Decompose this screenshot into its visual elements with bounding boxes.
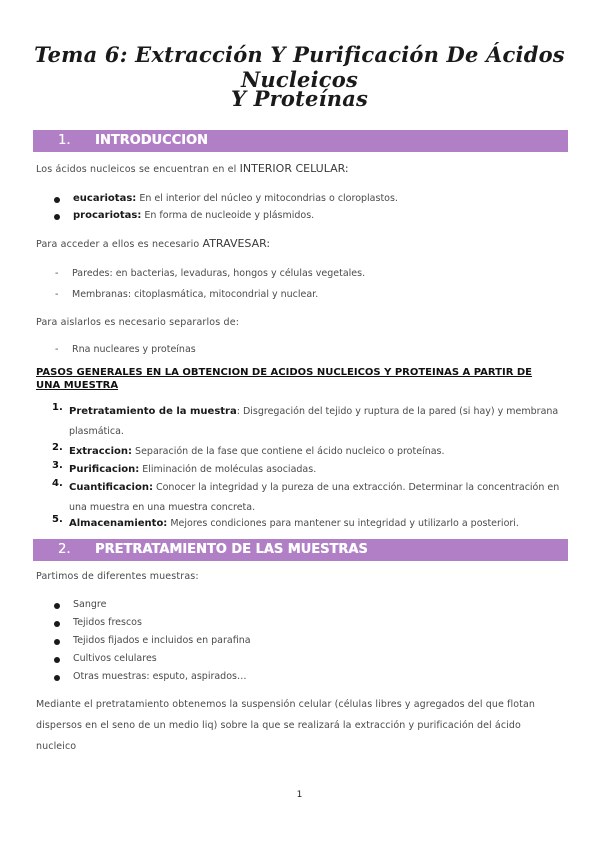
list-item-term: Extraccion: — [69, 446, 133, 457]
intro-p2-text: Para acceder a ellos es necesario — [36, 239, 203, 250]
list-item-text: Cultivos celulares — [73, 653, 157, 664]
section-number: 1. — [58, 133, 71, 148]
list-item-text: Otras muestras: esputo, aspirados… — [73, 671, 247, 682]
dash-icon: - — [55, 289, 59, 300]
intro-p2-emphasis: ATRAVESAR: — [202, 237, 271, 250]
bullet-icon — [54, 675, 60, 681]
list-item-text: Membranas: citoplasmática, mitocondrial y nuclear. — [72, 289, 319, 300]
bullet-icon — [54, 197, 60, 203]
section-header-introduccion — [33, 130, 568, 152]
list-item-text: Eliminación de moléculas asociadas. — [139, 464, 317, 475]
bullet-icon — [54, 657, 60, 663]
bullet-icon — [54, 214, 60, 220]
dash-icon: - — [55, 268, 59, 279]
list-item-text: Tejidos frescos — [73, 617, 142, 628]
list-item-number: 3. — [52, 460, 63, 471]
list-item-text: Mejores condiciones para mantener su integridad y utilizarlo a posteriori. — [167, 518, 519, 529]
intro-p1-emphasis: INTERIOR CELULAR: — [239, 162, 349, 175]
intro-paragraph-2 — [36, 237, 270, 250]
list-item-term: eucariotas: — [73, 193, 137, 204]
intro-p1-text: Los ácidos nucleicos se encuentran en el — [36, 164, 240, 175]
document-title-line-2: Y Proteínas — [230, 86, 369, 111]
bullet-icon — [54, 603, 60, 609]
section-number: 2. — [58, 542, 71, 557]
list-item-term: Almacenamiento: — [69, 518, 168, 529]
dash-icon: - — [55, 344, 59, 355]
steps-heading: PASOS GENERALES EN LA OBTENCION DE ACIDOS NUCLEICOS Y PROTEINAS A PARTIR DE UNA MUESTRA — [36, 367, 533, 391]
list-item-text: Rna nucleares y proteínas — [72, 344, 196, 355]
list-item-term: Cuantificacion: — [69, 482, 153, 493]
list-item-text: Paredes: en bacterias, levaduras, hongos y células vegetales. — [72, 268, 366, 279]
list-item-number: 2. — [52, 442, 63, 453]
list-item-term: Pretratamiento de la muestra — [69, 406, 237, 417]
intro-paragraph-1 — [36, 162, 349, 175]
list-item-text: Separación de la fase que contiene el ácido nucleico o proteínas. — [132, 446, 445, 457]
section-title: INTRODUCCION — [95, 133, 208, 148]
pretreat-paragraph-1: Partimos de diferentes muestras: — [36, 571, 199, 582]
section-title: PRETRATAMIENTO DE LAS MUESTRAS — [95, 542, 368, 557]
pretreat-paragraph-2: Mediante el pretratamiento obtenemos la suspensión celular (células libres y agregados del que flotan dispersos en el seno de un medio liq) sobre la que se realizará la extracción y purificación del ácido nucleico — [36, 699, 535, 752]
list-item-text: En forma de nucleoide y plásmidos. — [141, 210, 315, 221]
list-item-text: : Disgregación del tejido y ruptura de la pared (si hay) y membrana plasmática. — [69, 406, 559, 437]
section-header-pretratamiento — [33, 539, 568, 561]
list-item-number: 5. — [52, 514, 63, 525]
bullet-icon — [54, 621, 60, 627]
list-item-term: procariotas: — [73, 210, 142, 221]
document-title-line-1: Tema 6: Extracción Y Purificación De Ácidos Nucleicos — [34, 42, 565, 92]
list-item-text: Conocer la integridad y la pureza de una extracción. Determinar la concentración en una muestra en una muestra concreta. — [69, 482, 560, 513]
list-item-number: 1. — [52, 402, 63, 413]
list-item-text: Sangre — [73, 599, 107, 610]
bullet-icon — [54, 639, 60, 645]
page-number: 1 — [296, 790, 303, 800]
list-item-number: 4. — [52, 478, 63, 489]
intro-paragraph-3: Para aislarlos es necesario separarlos de: — [36, 317, 240, 328]
list-item-text: En el interior del núcleo y mitocondrias o cloroplastos. — [136, 193, 398, 204]
list-item-term: Purificacion: — [69, 464, 140, 475]
list-item-text: Tejidos fijados e incluidos en parafina — [73, 635, 251, 646]
